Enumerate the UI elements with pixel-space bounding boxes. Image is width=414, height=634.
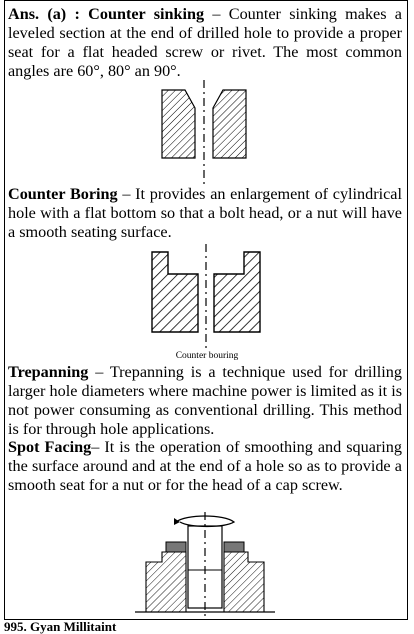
spot-facing-figure [130, 512, 280, 618]
counter-boring-caption: Counter bouring [175, 351, 239, 361]
counter-boring-figure [148, 244, 266, 350]
counter-sinking-heading: Ans. (a) : Counter sinking [8, 5, 205, 23]
counter-boring-body: – It provides an enlargement of cylindrical hole with a flat bottom so that a bolt head, or a nut will have a smooth seating surface. [8, 185, 402, 241]
trepanning-body: – Trepanning is a technique used for drilling larger hole diameters where machine power is limited as it is not power consuming as conventional drilling. This method is for through hole applications. [8, 363, 402, 438]
counter-sinking-body: – Counter sinking makes a leveled section at the end of drilled hole to provide a proper seat for a flat headed screw or rivet. The most common angles are 60°, 80° an 90°. [8, 5, 402, 80]
spot-facing-heading: Spot Facing [8, 438, 92, 456]
counter-sinking-figure [150, 80, 260, 186]
spot-facing-paragraph [8, 438, 402, 495]
counter-boring-paragraph [8, 185, 402, 242]
trepanning-paragraph [8, 363, 402, 439]
counter-sinking-paragraph [8, 5, 402, 81]
counter-boring-heading: Counter Boring [8, 185, 118, 203]
footer-text: 995. Gyan Millitaint [4, 619, 117, 634]
trepanning-heading: Trepanning [8, 363, 89, 381]
spot-facing-body: – It is the operation of smoothing and squaring the surface around and at the end of a hole so as to provide a smooth seat for a nut or for the head of a cap screw. [8, 438, 402, 494]
